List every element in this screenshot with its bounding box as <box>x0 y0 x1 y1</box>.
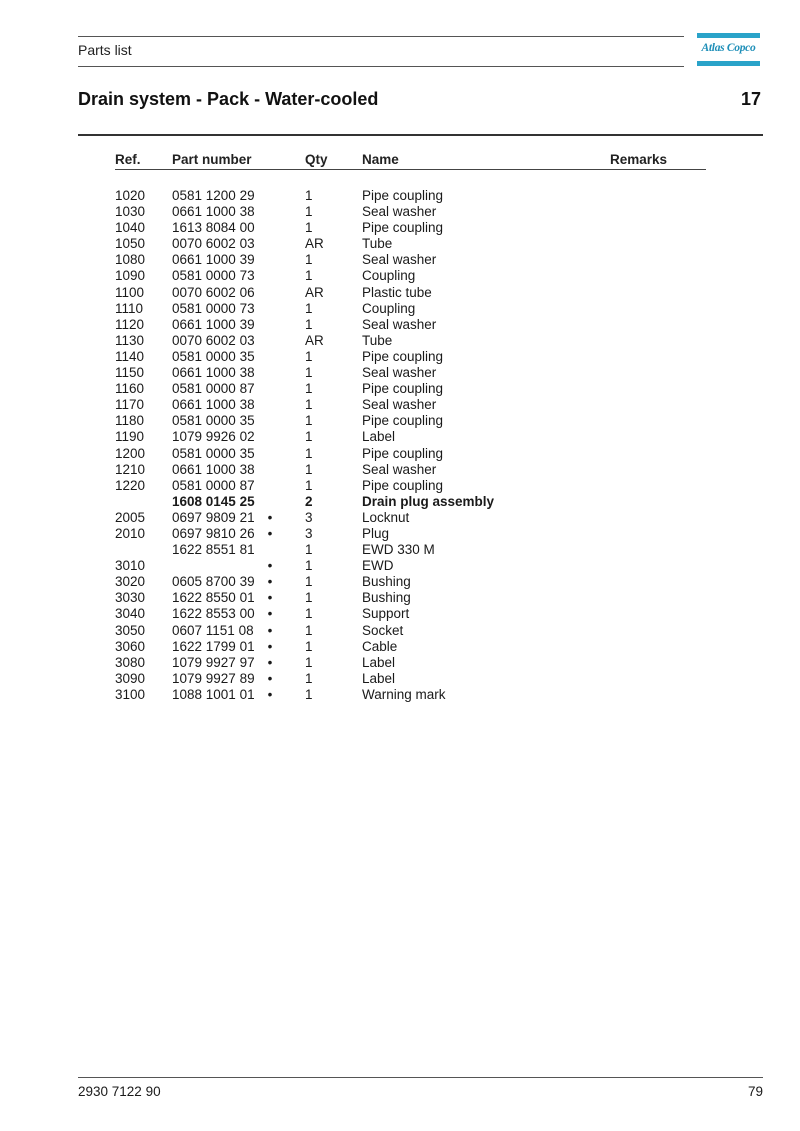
qty-cell: 1 <box>305 606 313 622</box>
name-cell: Seal washer <box>362 252 437 268</box>
part-number-cell: 1079 9927 89 <box>172 670 255 686</box>
name-cell: Locknut <box>362 509 410 525</box>
table-row <box>0 365 800 381</box>
name-cell: Pipe coupling <box>362 381 444 397</box>
column-header-rule <box>115 169 706 170</box>
name-cell: Pipe coupling <box>362 477 444 493</box>
name-cell: Tube <box>362 332 393 348</box>
ref-cell: 1030 <box>115 204 146 220</box>
page-number: 79 <box>747 1084 763 1099</box>
name-cell: Pipe coupling <box>362 413 444 429</box>
ref-cell: 3020 <box>115 574 146 590</box>
ref-cell: 3090 <box>115 670 146 686</box>
part-number-cell: 0581 0000 35 <box>172 413 255 429</box>
name-cell: Cable <box>362 638 398 654</box>
table-row <box>0 494 800 510</box>
footer-rule <box>78 1077 763 1078</box>
qty-cell: 2 <box>305 493 313 509</box>
part-number-cell: 0697 9809 21 <box>172 509 255 525</box>
name-cell: Socket <box>362 622 404 638</box>
table-row <box>0 655 800 671</box>
name-cell: Label <box>362 654 396 670</box>
sub-item-bullet: • <box>267 670 273 686</box>
ref-cell: 3060 <box>115 638 146 654</box>
ref-cell: 1160 <box>115 381 145 397</box>
table-row <box>0 429 800 445</box>
ref-cell: 3010 <box>115 558 146 574</box>
qty-cell: 1 <box>305 686 313 702</box>
sub-item-bullet: • <box>267 622 273 638</box>
qty-cell: 1 <box>305 670 313 686</box>
ref-cell: 3030 <box>115 590 146 606</box>
name-cell: Plastic tube <box>362 284 432 300</box>
qty-cell: 1 <box>305 654 313 670</box>
qty-cell: 1 <box>305 316 313 332</box>
sub-item-bullet: • <box>267 590 273 606</box>
part-number-cell: 0581 0000 87 <box>172 477 255 493</box>
part-number-cell: 1622 8553 00 <box>172 606 255 622</box>
part-number-cell: 1613 8084 00 <box>172 220 255 236</box>
column-header-ref: Ref. <box>115 152 141 167</box>
qty-cell: 1 <box>305 590 313 606</box>
name-cell: Seal washer <box>362 204 437 220</box>
ref-cell: 3080 <box>115 654 146 670</box>
name-cell: Drain plug assembly <box>362 493 495 509</box>
name-cell: Label <box>362 429 396 445</box>
qty-cell: 1 <box>305 445 313 461</box>
table-row <box>0 446 800 462</box>
table-row <box>0 526 800 542</box>
table-row <box>0 220 800 236</box>
ref-cell: 3100 <box>115 686 146 702</box>
qty-cell: 1 <box>305 365 313 381</box>
sub-item-bullet: • <box>267 558 273 574</box>
qty-cell: 1 <box>305 220 313 236</box>
section-title: Drain system - Pack - Water-cooled <box>78 89 379 109</box>
part-number-cell: 0581 0000 35 <box>172 445 255 461</box>
column-header-name: Name <box>362 152 399 167</box>
part-number-cell: 1608 0145 25 <box>172 493 255 509</box>
part-number-cell: 1622 8551 81 <box>172 542 255 558</box>
part-number-cell: 1079 9926 02 <box>172 429 255 445</box>
name-cell: Pipe coupling <box>362 348 444 364</box>
table-row <box>0 639 800 655</box>
sub-item-bullet: • <box>267 606 273 622</box>
table-row <box>0 671 800 687</box>
part-number-cell: 0070 6002 03 <box>172 236 255 252</box>
name-cell: Pipe coupling <box>362 188 444 203</box>
ref-cell: 2005 <box>115 509 146 525</box>
table-row <box>0 510 800 526</box>
part-number-cell: 0581 0000 73 <box>172 300 255 316</box>
ref-cell: 1180 <box>115 413 145 429</box>
column-header-qty: Qty <box>305 152 328 167</box>
table-row <box>0 317 800 333</box>
name-cell: Bushing <box>362 574 411 590</box>
name-cell: Plug <box>362 525 390 541</box>
qty-cell: 3 <box>305 509 313 525</box>
column-header-part-number: Part number <box>172 152 252 167</box>
sub-item-bullet: • <box>267 638 273 654</box>
name-cell: Bushing <box>362 590 411 606</box>
logo-bottom-bar <box>697 61 760 66</box>
qty-cell: 1 <box>305 638 313 654</box>
qty-cell: 1 <box>305 188 313 203</box>
qty-cell: 1 <box>305 397 313 413</box>
qty-cell: AR <box>305 284 324 300</box>
table-row <box>0 285 800 301</box>
qty-cell: 1 <box>305 204 313 220</box>
table-row <box>0 381 800 397</box>
ref-cell: 1190 <box>115 429 145 445</box>
table-row <box>0 413 800 429</box>
part-number-cell: 0661 1000 39 <box>172 316 255 332</box>
part-number-cell: 0661 1000 38 <box>172 461 255 477</box>
table-row <box>0 606 800 622</box>
header-bottom-rule <box>78 66 684 67</box>
section-number: 17 <box>740 89 761 109</box>
name-cell: Pipe coupling <box>362 220 444 236</box>
table-row <box>0 623 800 639</box>
part-number-cell: 0070 6002 03 <box>172 332 255 348</box>
ref-cell: 1210 <box>115 461 146 477</box>
ref-cell: 3050 <box>115 622 146 638</box>
name-cell: Seal washer <box>362 365 437 381</box>
qty-cell: 1 <box>305 413 313 429</box>
header-top-rule <box>78 36 684 37</box>
table-row <box>0 349 800 365</box>
part-number-cell: 1079 9927 97 <box>172 654 255 670</box>
table-row <box>0 301 800 317</box>
part-number-cell: 0605 8700 39 <box>172 574 255 590</box>
name-cell: Seal washer <box>362 397 437 413</box>
table-row <box>0 558 800 574</box>
part-number-cell: 1622 8550 01 <box>172 590 255 606</box>
table-row <box>0 462 800 478</box>
qty-cell: 1 <box>305 622 313 638</box>
sub-item-bullet: • <box>267 509 273 525</box>
ref-cell: 1170 <box>115 397 145 413</box>
table-row <box>0 204 800 220</box>
table-row <box>0 478 800 494</box>
ref-cell: 1120 <box>115 316 145 332</box>
ref-cell: 1150 <box>115 365 145 381</box>
atlas-copco-logo <box>697 33 760 67</box>
qty-cell: 1 <box>305 268 313 284</box>
ref-cell: 1040 <box>115 220 146 236</box>
table-row <box>0 590 800 606</box>
qty-cell: 1 <box>305 542 313 558</box>
table-row <box>0 188 800 204</box>
qty-cell: AR <box>305 332 324 348</box>
ref-cell: 1100 <box>115 284 145 300</box>
qty-cell: 1 <box>305 252 313 268</box>
part-number-cell: 1622 1799 01 <box>172 638 255 654</box>
name-cell: Support <box>362 606 410 622</box>
name-cell: Pipe coupling <box>362 445 444 461</box>
part-number-cell: 0661 1000 39 <box>172 252 255 268</box>
name-cell: Coupling <box>362 268 416 284</box>
qty-cell: 1 <box>305 429 313 445</box>
parts-table <box>0 188 800 703</box>
part-number-cell: 0070 6002 06 <box>172 284 255 300</box>
name-cell: Tube <box>362 236 393 252</box>
part-number-cell: 0581 0000 73 <box>172 268 255 284</box>
name-cell: EWD 330 M <box>362 542 435 558</box>
part-number-cell: 0661 1000 38 <box>172 365 255 381</box>
table-row <box>0 252 800 268</box>
table-row <box>0 542 800 558</box>
ref-cell: 1080 <box>115 252 146 268</box>
ref-cell: 1200 <box>115 445 146 461</box>
ref-cell: 1020 <box>115 188 146 203</box>
ref-cell: 3040 <box>115 606 146 622</box>
qty-cell: 1 <box>305 348 313 364</box>
ref-cell: 1110 <box>115 300 144 316</box>
qty-cell: 1 <box>305 574 313 590</box>
ref-cell: 1140 <box>115 348 145 364</box>
name-cell: Label <box>362 670 396 686</box>
part-number-cell: 0581 0000 87 <box>172 381 255 397</box>
document-number: 2930 7122 90 <box>78 1084 161 1099</box>
name-cell: Seal washer <box>362 316 437 332</box>
qty-cell: 1 <box>305 558 313 574</box>
part-number-cell: 0581 1200 29 <box>172 188 255 203</box>
part-number-cell: 0607 1151 08 <box>172 622 254 638</box>
name-cell: Coupling <box>362 300 416 316</box>
title-rule <box>78 134 763 136</box>
qty-cell: 1 <box>305 300 313 316</box>
sub-item-bullet: • <box>267 686 273 702</box>
qty-cell: 1 <box>305 461 313 477</box>
qty-cell: 3 <box>305 525 313 541</box>
header-title: Parts list <box>78 42 132 58</box>
ref-cell: 1050 <box>115 236 146 252</box>
ref-cell: 1090 <box>115 268 146 284</box>
qty-cell: AR <box>305 236 324 252</box>
ref-cell: 1130 <box>115 332 145 348</box>
part-number-cell: 0581 0000 35 <box>172 348 255 364</box>
part-number-cell: 0661 1000 38 <box>172 397 255 413</box>
sub-item-bullet: • <box>267 525 273 541</box>
part-number-cell: 0661 1000 38 <box>172 204 255 220</box>
part-number-cell: 1088 1001 01 <box>172 686 255 702</box>
table-row <box>0 236 800 252</box>
qty-cell: 1 <box>305 477 313 493</box>
column-header-remarks: Remarks <box>610 152 668 167</box>
table-row <box>0 574 800 590</box>
table-row <box>0 687 800 703</box>
logo-text: Atlas Copco <box>701 42 756 54</box>
part-number-cell: 0697 9810 26 <box>172 525 255 541</box>
sub-item-bullet: • <box>267 574 273 590</box>
table-row <box>0 268 800 284</box>
ref-cell: 1220 <box>115 477 146 493</box>
table-row <box>0 397 800 413</box>
sub-item-bullet: • <box>267 654 273 670</box>
ref-cell: 2010 <box>115 525 146 541</box>
name-cell: Warning mark <box>362 686 446 702</box>
table-row <box>0 333 800 349</box>
qty-cell: 1 <box>305 381 313 397</box>
logo-top-bar <box>697 33 760 38</box>
name-cell: Seal washer <box>362 461 437 477</box>
name-cell: EWD <box>362 558 394 574</box>
